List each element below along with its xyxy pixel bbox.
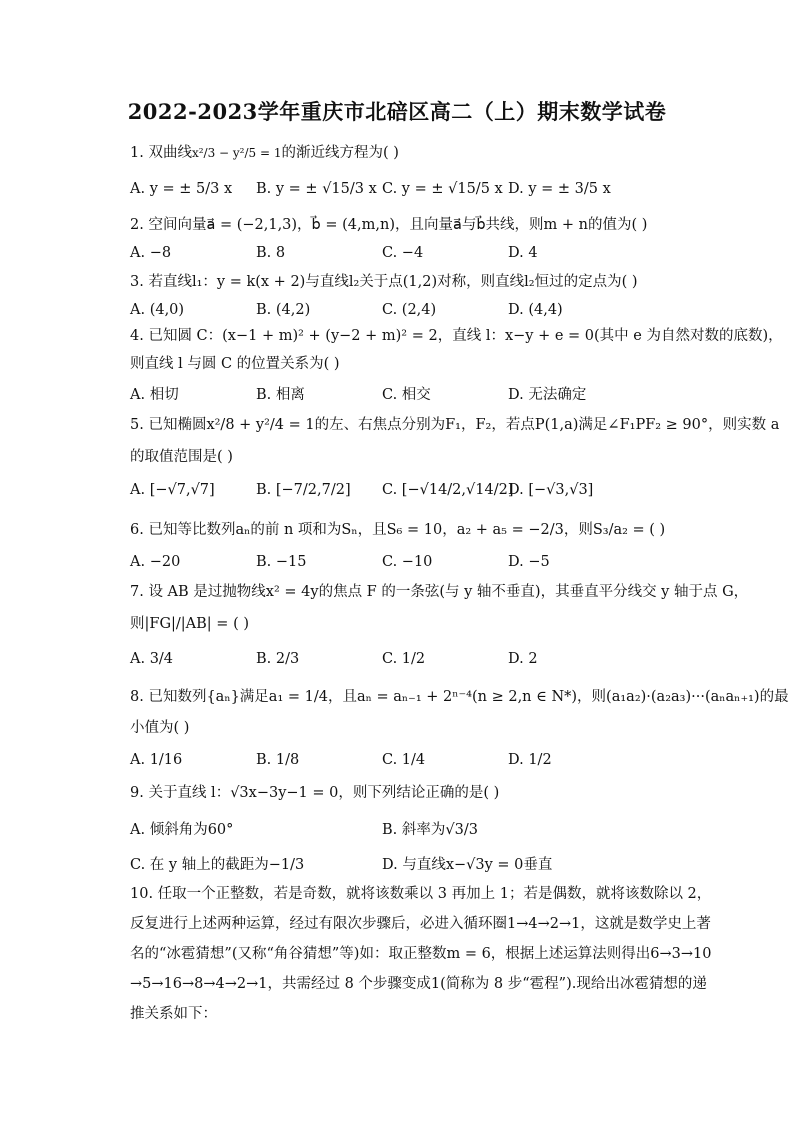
q7-option-b[interactable]: B. 2/3 — [256, 651, 300, 667]
q5-option-a[interactable]: A. [−√7,√7] — [130, 482, 215, 498]
q2-option-c[interactable]: C. −4 — [382, 245, 424, 261]
q3-option-a[interactable]: A. (4,0) — [130, 302, 185, 318]
question-2-stem: 2. 空间向量a⃗ = (−2,1,3)，b⃗ = (4,m,n)，且向量a⃗与b⃗共线，则m + n的值为( ) — [130, 217, 648, 233]
q1-stem-prefix: 1. 双曲线 — [130, 145, 192, 161]
q5-option-b[interactable]: B. [−7/2,7/2] — [256, 482, 351, 498]
question-4-stem-line-1: 4. 已知圆 C：(x−1 + m)² + (y−2 + m)² = 2，直线 l：x−y + e = 0(其中 e 为自然对数的底数)， — [130, 328, 783, 344]
q2-option-a[interactable]: A. −8 — [130, 245, 172, 261]
q9-option-d[interactable]: D. 与直线x−√3y = 0垂直 — [382, 857, 553, 873]
q8-option-b[interactable]: B. 1/8 — [256, 752, 300, 768]
question-8-options — [130, 752, 690, 776]
q1-option-b[interactable]: B. y = ± √15/3 x — [256, 181, 377, 197]
question-5-stem-line-2: 的取值范围是( ) — [130, 449, 233, 465]
question-3-stem: 3. 若直线l₁：y = k(x + 2)与直线l₂关于点(1,2)对称，则直线l₂恒过的定点为( ) — [130, 274, 638, 290]
q6-option-d[interactable]: D. −5 — [508, 554, 550, 570]
q5-option-c[interactable]: C. [−√14/2,√14/2] — [382, 482, 514, 498]
question-9-options-row-1 — [130, 818, 690, 842]
question-10-line-3: 名的“冰雹猜想”(又称“角谷猜想”等)如：取正整数m = 6，根据上述运算法则得出6→3→10 — [130, 946, 712, 962]
q1-option-a[interactable]: A. y = ± 5/3 x — [130, 181, 233, 197]
q3-option-d[interactable]: D. (4,4) — [508, 302, 563, 318]
q3-option-c[interactable]: C. (2,4) — [382, 302, 437, 318]
q7-option-c[interactable]: C. 1/2 — [382, 651, 426, 667]
q8-option-d[interactable]: D. 1/2 — [508, 752, 552, 768]
question-4-options — [130, 383, 690, 407]
question-9-stem: 9. 关于直线 l：√3x−3y−1 = 0，则下列结论正确的是( ) — [130, 785, 500, 801]
q4-option-d[interactable]: D. 无法确定 — [508, 387, 587, 403]
q7-option-a[interactable]: A. 3/4 — [130, 651, 174, 667]
q7-option-d[interactable]: D. 2 — [508, 651, 538, 667]
q1-equation: x²/3 − y²/5 = 1 — [191, 146, 282, 160]
q1-stem-suffix: 的渐近线方程为( ) — [281, 145, 399, 161]
question-9-options-row-2 — [130, 853, 690, 877]
question-10-line-1: 10. 任取一个正整数，若是奇数，就将该数乘以 3 再加上 1；若是偶数，就将该数除以 2， — [130, 886, 712, 902]
q6-option-c[interactable]: C. −10 — [382, 554, 433, 570]
q3-option-b[interactable]: B. (4,2) — [256, 302, 311, 318]
q2-option-d[interactable]: D. 4 — [508, 245, 538, 261]
question-8-stem-line-1: 8. 已知数列{aₙ}满足a₁ = 1/4，且aₙ = aₙ₋₁ + 2ⁿ⁻⁴(n ≥ 2,n ∈ N*)，则(a₁a₂)·(a₂a₃)···(aₙaₙ₊₁)的最 — [130, 689, 789, 705]
question-7-options — [130, 651, 690, 675]
q4-option-b[interactable]: B. 相离 — [256, 387, 305, 403]
q4-option-c[interactable]: C. 相交 — [382, 387, 431, 403]
question-4-stem-line-2: 则直线 l 与圆 C 的位置关系为( ) — [130, 356, 340, 372]
q8-option-c[interactable]: C. 1/4 — [382, 752, 426, 768]
q6-option-a[interactable]: A. −20 — [130, 554, 181, 570]
question-8-stem-line-2: 小值为( ) — [130, 720, 190, 736]
question-7-stem-line-1: 7. 设 AB 是过抛物线x² = 4y的焦点 F 的一条弦(与 y 轴不垂直)，其垂直平分线交 y 轴于点 G， — [130, 584, 749, 600]
question-6-options — [130, 554, 690, 578]
question-1-options — [130, 181, 690, 205]
q8-option-a[interactable]: A. 1/16 — [130, 752, 183, 768]
question-5-stem-line-1: 5. 已知椭圆x²/8 + y²/4 = 1的左、右焦点分别为F₁，F₂，若点P(1,a)满足∠F₁PF₂ ≥ 90°，则实数 a — [130, 417, 780, 433]
q9-option-a[interactable]: A. 倾斜角为60° — [130, 822, 234, 838]
question-7-stem-line-2: 则|FG|/|AB| = ( ) — [130, 616, 249, 632]
question-1-stem — [130, 139, 690, 167]
question-6-stem: 6. 已知等比数列aₙ的前 n 项和为Sₙ，且S₆ = 10，a₂ + a₅ = −2/3，则S₃/a₂ = ( ) — [130, 522, 666, 538]
question-2-options — [130, 245, 690, 269]
question-5-options — [130, 482, 690, 506]
question-10-line-5: 推关系如下： — [130, 1006, 217, 1022]
page-title: 2022-2023学年重庆市北碚区高二（上）期末数学试卷 — [127, 99, 667, 124]
q1-option-d[interactable]: D. y = ± 3/5 x — [508, 181, 611, 197]
question-10-line-4: →5→16→8→4→2→1，共需经过 8 个步骤变成1(简称为 8 步“雹程”).现给出冰雹猜想的递 — [130, 976, 707, 992]
q5-option-d[interactable]: D. [−√3,√3] — [508, 482, 594, 498]
q9-option-c[interactable]: C. 在 y 轴上的截距为−1/3 — [130, 857, 305, 873]
q2-option-b[interactable]: B. 8 — [256, 245, 286, 261]
q9-option-b[interactable]: B. 斜率为√3/3 — [382, 822, 478, 838]
q1-option-c[interactable]: C. y = ± √15/5 x — [382, 181, 503, 197]
question-10-line-2: 反复进行上述两种运算，经过有限次步骤后，必进入循环圈1→4→2→1，这就是数学史上著 — [130, 916, 711, 932]
q6-option-b[interactable]: B. −15 — [256, 554, 307, 570]
q4-option-a[interactable]: A. 相切 — [130, 387, 179, 403]
